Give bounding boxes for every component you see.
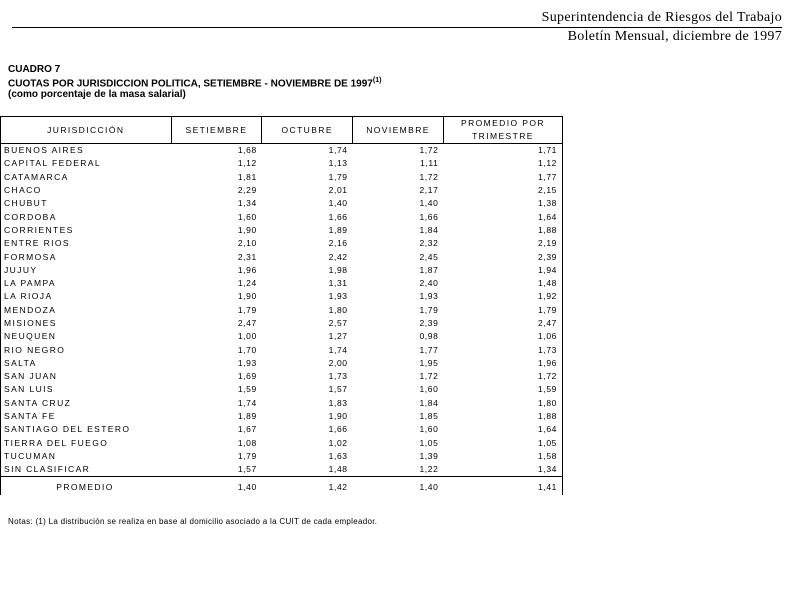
octubre-cell: 1,90 <box>328 411 348 422</box>
setiembre-cell: 1,79 <box>237 450 257 461</box>
noviembre-cell: 1,72 <box>419 145 439 156</box>
noviembre-cell: 1,95 <box>419 357 439 368</box>
noviembre-cell: 1,60 <box>419 424 439 435</box>
jurisdiction-cell: JUJUY <box>1 264 172 277</box>
noviembre-cell: 1,87 <box>419 264 439 275</box>
octubre-cell: 1,74 <box>328 145 348 156</box>
table-row <box>1 383 563 396</box>
average-setiembre-cell: 1,40 <box>171 477 262 496</box>
table-row <box>1 210 563 223</box>
promedio-cell: 1,59 <box>443 383 562 396</box>
octubre-cell: 1,74 <box>328 344 348 355</box>
promedio-cell: 2,47 <box>443 317 562 330</box>
promedio-cell: 1,38 <box>443 197 562 210</box>
header-organization: Superintendencia de Riesgos del Trabajo <box>541 10 782 25</box>
table-row <box>1 370 563 383</box>
octubre-cell: 1,40 <box>328 198 348 209</box>
average-jurisdiction-cell: PROMEDIO <box>1 477 172 496</box>
average-row <box>1 477 563 496</box>
jurisdiction-cell: CHACO <box>1 184 172 197</box>
jurisdiction-cell: SANTA FE <box>1 410 172 423</box>
octubre-cell: 1,48 <box>328 464 348 475</box>
jurisdiction-cell: MENDOZA <box>1 304 172 317</box>
table-title-text: CUOTAS POR JURISDICCION POLITICA, SETIEMBRE - NOVIEMBRE DE 1997 <box>8 78 373 90</box>
octubre-cell: 1,31 <box>328 278 348 289</box>
noviembre-cell: 0,98 <box>419 331 439 342</box>
setiembre-cell: 1,79 <box>237 304 257 315</box>
average-promedio-cell: 1,41 <box>443 477 562 496</box>
table-label: CUADRO 7 <box>8 64 61 75</box>
promedio-cell: 1,06 <box>443 330 562 343</box>
jurisdiction-cell: CAPITAL FEDERAL <box>1 157 172 170</box>
promedio-cell: 1,88 <box>443 410 562 423</box>
col-header-promedio-line1: PROMEDIO POR <box>461 118 545 128</box>
jurisdiction-cell: TIERRA DEL FUEGO <box>1 437 172 450</box>
octubre-cell: 1,02 <box>328 437 348 448</box>
jurisdiction-cell: TUCUMAN <box>1 450 172 463</box>
octubre-cell: 1,66 <box>328 424 348 435</box>
octubre-cell: 2,01 <box>328 185 348 196</box>
promedio-cell: 1,77 <box>443 171 562 184</box>
setiembre-cell: 1,60 <box>237 211 257 222</box>
table-body <box>1 144 563 496</box>
table-row <box>1 410 563 423</box>
promedio-cell: 2,39 <box>443 250 562 263</box>
table-row <box>1 450 563 463</box>
octubre-cell: 2,42 <box>328 251 348 262</box>
octubre-cell: 1,73 <box>328 371 348 382</box>
table-row <box>1 250 563 263</box>
promedio-cell: 1,48 <box>443 277 562 290</box>
noviembre-cell: 1,11 <box>420 158 439 169</box>
setiembre-cell: 1,96 <box>237 264 257 275</box>
promedio-cell: 1,96 <box>443 357 562 370</box>
setiembre-cell: 1,59 <box>237 384 257 395</box>
col-header-promedio <box>443 117 562 144</box>
octubre-cell: 1,93 <box>328 291 348 302</box>
promedio-cell: 1,94 <box>443 264 562 277</box>
jurisdiction-cell: SAN LUIS <box>1 383 172 396</box>
noviembre-cell: 2,17 <box>419 185 439 196</box>
promedio-cell: 1,72 <box>443 370 562 383</box>
noviembre-cell: 1,93 <box>419 291 439 302</box>
promedio-cell: 1,80 <box>443 397 562 410</box>
header-bulletin: Boletín Mensual, diciembre de 1997 <box>567 29 782 44</box>
jurisdiction-cell: SANTA CRUZ <box>1 397 172 410</box>
col-header-promedio-line2: TRIMESTRE <box>472 131 534 141</box>
noviembre-cell: 1,72 <box>419 371 439 382</box>
setiembre-cell: 2,47 <box>237 318 257 328</box>
col-header-octubre: OCTUBRE <box>262 117 353 144</box>
jurisdiction-cell: SANTIAGO DEL ESTERO <box>1 423 172 436</box>
promedio-cell: 1,88 <box>443 224 562 237</box>
table-row <box>1 264 563 277</box>
setiembre-cell: 2,10 <box>237 238 257 249</box>
setiembre-cell: 1,08 <box>237 437 257 448</box>
noviembre-cell: 2,39 <box>419 318 439 328</box>
noviembre-cell: 1,40 <box>419 198 439 209</box>
setiembre-cell: 1,00 <box>237 331 257 342</box>
table-row <box>1 197 563 210</box>
setiembre-cell: 1,90 <box>237 291 257 302</box>
table-header-row <box>1 117 563 144</box>
quota-table <box>0 116 563 495</box>
setiembre-cell: 1,70 <box>237 344 257 355</box>
promedio-cell: 1,58 <box>443 450 562 463</box>
setiembre-cell: 1,68 <box>237 145 257 156</box>
noviembre-cell: 1,79 <box>419 304 439 315</box>
jurisdiction-cell: SALTA <box>1 357 172 370</box>
promedio-cell: 1,12 <box>443 157 562 170</box>
col-header-noviembre: NOVIEMBRE <box>353 117 444 144</box>
header-divider <box>12 27 782 28</box>
table-subtitle: (como porcentaje de la masa salarial) <box>8 89 186 101</box>
noviembre-cell: 1,72 <box>419 171 439 182</box>
jurisdiction-cell: CHUBUT <box>1 197 172 210</box>
jurisdiction-cell: NEUQUEN <box>1 330 172 343</box>
setiembre-cell: 2,29 <box>237 185 257 196</box>
footnote: Notas: (1) La distribución se realiza en base al domicilio asociado a la CUIT de cada empleador. <box>8 517 378 526</box>
table-row <box>1 463 563 477</box>
octubre-cell: 2,57 <box>328 318 348 328</box>
octubre-cell: 1,66 <box>328 211 348 222</box>
setiembre-cell: 1,90 <box>237 224 257 235</box>
noviembre-cell: 1,66 <box>419 211 439 222</box>
average-noviembre-cell: 1,40 <box>353 477 444 496</box>
promedio-cell: 1,92 <box>443 290 562 303</box>
octubre-cell: 1,57 <box>328 384 348 395</box>
octubre-cell: 1,27 <box>328 331 348 342</box>
octubre-cell: 1,80 <box>328 304 348 315</box>
table-row <box>1 184 563 197</box>
promedio-cell: 1,64 <box>443 210 562 223</box>
setiembre-cell: 1,24 <box>237 278 257 289</box>
octubre-cell: 1,63 <box>328 450 348 461</box>
table-row <box>1 343 563 356</box>
setiembre-cell: 1,93 <box>237 357 257 368</box>
octubre-cell: 1,83 <box>328 397 348 408</box>
setiembre-cell: 1,34 <box>237 198 257 209</box>
table-row <box>1 144 563 158</box>
noviembre-cell: 1,39 <box>419 450 439 461</box>
promedio-cell: 2,19 <box>443 237 562 250</box>
octubre-cell: 1,89 <box>328 224 348 235</box>
table-title-block <box>8 64 381 100</box>
noviembre-cell: 2,32 <box>419 238 439 249</box>
noviembre-cell: 1,60 <box>419 384 439 395</box>
setiembre-cell: 1,69 <box>237 371 257 382</box>
setiembre-cell: 2,31 <box>237 251 257 262</box>
jurisdiction-cell: ENTRE RIOS <box>1 237 172 250</box>
noviembre-cell: 1,84 <box>419 224 439 235</box>
setiembre-cell: 1,12 <box>237 158 257 169</box>
setiembre-cell: 1,81 <box>237 171 257 182</box>
octubre-cell: 1,13 <box>328 158 348 169</box>
col-header-setiembre: SETIEMBRE <box>171 117 262 144</box>
promedio-cell: 1,73 <box>443 343 562 356</box>
table-row <box>1 157 563 170</box>
table-row <box>1 330 563 343</box>
jurisdiction-cell: CATAMARCA <box>1 171 172 184</box>
jurisdiction-cell: SIN CLASIFICAR <box>1 463 172 477</box>
table-row <box>1 357 563 370</box>
table-row <box>1 397 563 410</box>
table-row <box>1 290 563 303</box>
jurisdiction-cell: MISIONES <box>1 317 172 330</box>
promedio-cell: 2,15 <box>443 184 562 197</box>
octubre-cell: 1,79 <box>328 171 348 182</box>
octubre-cell: 2,00 <box>328 357 348 368</box>
table-title <box>8 75 381 89</box>
promedio-cell: 1,64 <box>443 423 562 436</box>
table-row <box>1 317 563 330</box>
jurisdiction-cell: SAN JUAN <box>1 370 172 383</box>
table-row <box>1 277 563 290</box>
jurisdiction-cell: RIO NEGRO <box>1 343 172 356</box>
table-row <box>1 224 563 237</box>
col-header-jurisdiccion: JURISDICCIÓN <box>1 117 172 144</box>
noviembre-cell: 1,22 <box>419 464 439 475</box>
jurisdiction-cell: CORRIENTES <box>1 224 172 237</box>
promedio-cell: 1,79 <box>443 304 562 317</box>
noviembre-cell: 1,85 <box>419 411 439 422</box>
octubre-cell: 1,98 <box>328 264 348 275</box>
noviembre-cell: 2,45 <box>419 251 439 262</box>
jurisdiction-cell: LA PAMPA <box>1 277 172 290</box>
promedio-cell: 1,71 <box>443 144 562 158</box>
setiembre-cell: 1,67 <box>237 424 257 435</box>
table-row <box>1 171 563 184</box>
setiembre-cell: 1,57 <box>237 464 257 475</box>
jurisdiction-cell: BUENOS AIRES <box>1 144 172 158</box>
jurisdiction-cell: LA RIOJA <box>1 290 172 303</box>
noviembre-cell: 1,77 <box>419 344 439 355</box>
promedio-cell: 1,34 <box>443 463 562 477</box>
noviembre-cell: 1,05 <box>419 437 439 448</box>
table-row <box>1 304 563 317</box>
jurisdiction-cell: CORDOBA <box>1 210 172 223</box>
setiembre-cell: 1,89 <box>237 411 257 422</box>
table-row <box>1 423 563 436</box>
noviembre-cell: 2,40 <box>419 278 439 289</box>
table-title-footnote-ref: (1) <box>372 77 382 84</box>
octubre-cell: 2,16 <box>328 238 348 249</box>
noviembre-cell: 1,84 <box>419 397 439 408</box>
table-row <box>1 437 563 450</box>
jurisdiction-cell: FORMOSA <box>1 250 172 263</box>
average-octubre-cell: 1,42 <box>262 477 353 496</box>
promedio-cell: 1,05 <box>443 437 562 450</box>
table-row <box>1 237 563 250</box>
setiembre-cell: 1,74 <box>237 397 257 408</box>
